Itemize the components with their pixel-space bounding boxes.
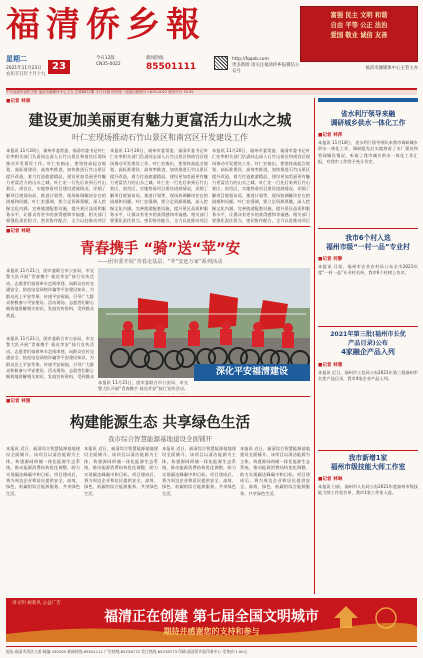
photo-caption-banner: 深化平安福清建设 [194, 364, 310, 381]
eco-reporter-tag: ■记者 林强 [6, 399, 31, 404]
sidebar-rule [314, 98, 315, 594]
slogan-line-1: 富强 民主 文明 和谐 [330, 12, 388, 19]
side-item-1-headline-line-2: 调研城乡供水一体化工作 [330, 119, 406, 127]
side-item-2-headline-line-1: 我市6个村入选 [345, 234, 391, 242]
banner-main-text: 福清正在创建 第七届全国文明城市 [104, 609, 319, 625]
footer-info-bar: 地址:福清市清昌大道 邮编:350300 新闻热线:85501111 广告热线:85256772 发行热线:85238773 印刷:福清侨乡报印务中心 零售价:1.00元 [6, 646, 417, 656]
side-item-2-body: 本报讯 日前，福州市农业农村局公布全市2021年度“一村一品”专业村名单，我市6个村榜上有名。 [318, 264, 418, 276]
side-item-1-body: 本报讯 11月18日，省水利厅领导带队来我市调研城乡供水一体化工作。调研组先后实地察看了水厂建设和管网铺设情况，听取了我市城乡供水一体化工作汇报，对我市工作给予充分肯定。 [318, 140, 418, 165]
side-item-1-headline-line-1: 省水利厅领导来融 [340, 110, 396, 118]
sponsor-line: 福清市融媒体中心主管主办 [365, 66, 418, 71]
side-item-2-headline [318, 234, 418, 252]
eco-body-col-3: 本报讯 近日，福清综合智慧能源基地建设全面铺开。该项目以清洁能源为主体，构建源网荷储一体化能源生态系统，推动能源消费结构优化调整，助力实现碳达峰碳中和目标。项目建成后，将为周边企业和居民提供安全、高效、绿色、低碳的综合能源服务，共享绿色生活。 [162, 446, 236, 496]
section-divider-2 [6, 396, 310, 397]
cycling-event-photo [98, 268, 310, 378]
side-item-4-tag: ■记者 林琳 [318, 477, 343, 482]
cycling-photo-illustration [98, 268, 310, 378]
side-item-4-headline [318, 454, 418, 472]
lead-subhead: 叶仁宏现场推动石竹山景区和南宫区开发建设工作 [72, 133, 248, 142]
website-url: http://fqqxb.com [232, 57, 269, 62]
youth-body-col-3: 本报讯 11月21日，团市委联合市公安局、市交警大队开展“青春携手 骑送苹安”骑行宣传活动。 [98, 380, 188, 392]
slogan-line-3: 爱国 敬业 诚信 友善 [330, 32, 388, 39]
lead-headline-spacer [10, 112, 310, 130]
side-divider-1 [318, 228, 418, 229]
eco-body-col-4: 本报讯 近日，福清综合智慧能源基地建设全面铺开。该项目以清洁能源为主体，构建源网荷储一体化能源生态系统，推动能源消费结构优化调整，助力实现碳达峰碳中和目标。项目建成后，将为周边企业和居民提供安全、高效、绿色、低碳的综合能源服务，共享绿色生活。 [240, 446, 310, 496]
side-item-2-tag: ■记者 何静 [318, 257, 343, 262]
date-line: 2021年11月23日 [6, 66, 42, 71]
side-item-4-headline-line-2: 福州市级技能大师工作室 [330, 463, 406, 471]
side-item-2-headline-line-2: 福州市级“一村一品”专业村 [326, 243, 410, 251]
web-info [232, 57, 300, 83]
eco-headline: 构建能源生态 共享绿色生活 [69, 414, 251, 431]
side-item-3-body: 本报讯 近日，福州市工信局公布2021年第三批福州市名优产品目录，我市4家企业产品入列。 [318, 370, 418, 382]
youth-body-col-1: 本报讯 11月21日，团市委联合市公安局、市交警大队开展“青春携手 骑送苹安”骑行宣传活动。志愿者们骑着单车走街串巷，向群众宣传交通安全、防范电信网络诈骗等平安建设知识，为群众送上平安苹果，传递平安祝福，引导广大群众积极参与平安建设。活动现场，志愿者们耐心细致地讲解相关知识，发放宣传资料，受到群众欢迎。 [6, 268, 94, 318]
issue-info [96, 56, 144, 84]
civilization-city-banner [6, 598, 417, 642]
hotline-number: 85501111 [146, 61, 197, 72]
lead-body-col-3: 本报讯 11月20日，福州市委常委、福清市委书记叶仁宏率相关部门负责同志深入石竹山景区和南宫区现场推动开发建设工作。叶仁宏指出，要坚持高起点规划、高标准建设、高效率推进，加快推进石竹山景区提升改造，着力打造旅游精品，建设更加美丽更有魅力更富活力的山水之城。叶仁宏一行先后来到石竹山景区、南宫区，实地察看项目建设进展情况，详细了解项目规划布局、推进计划等，现场协调解决存在的困难和问题。叶仁宏强调，要立足资源禀赋，深入挖掘文化内涵，完善旅游配套设施，提升景区品质和服务水平，让群众有更多的获得感和幸福感。相关部门要强化责任担当，密切协作配合，全力以赴推动项目 [212, 148, 310, 224]
eco-subhead: 我市综合智慧能源基地建设全面铺开 [108, 435, 212, 443]
hotline-label: 新闻热线 [146, 56, 164, 61]
side-item-1-tag: ■记者 林萍 [318, 133, 343, 138]
banner-sub-text: 期待并感谢您的支持和参与 [163, 627, 260, 636]
masthead-ribbon: 中共福清市委机关报 福清市融媒体中心主办 总第8872期 今日12版 国内统一连续出版物号 CN35-0022 邮发代号 33-92 [6, 90, 417, 95]
side-item-3-headline-line-3: 4家融企产品入列 [341, 348, 395, 356]
sponsor-info [304, 66, 418, 84]
section-divider [6, 226, 310, 227]
newspaper-masthead: 福清侨乡報 [6, 5, 206, 45]
youth-headline: 青春携手 “骑”送“苹”安 [80, 240, 241, 257]
issue-number: 今日12版 [96, 56, 115, 61]
side-item-4-body: 本报讯 日前，福州市人社局公布2021年度福州市级技能大师工作室名单，我市1家工作室入选。 [318, 484, 418, 496]
publication-code: CN35-0022 [96, 61, 121, 67]
youth-subhead: ——团市委开展“青春走基层，“苹”安连万家”系列活动 [97, 259, 223, 265]
banner-top-line: 讲文明 树新风 公益广告 [12, 601, 61, 606]
youth-body-col-2: 本报讯 11月21日，团市委联合市公安局、市交警大队开展“青春携手 骑送苹安”骑行宣传活动。志愿者们骑着单车走街串巷，向群众宣传交通安全、防范电信网络诈骗等平安建设知识，为群众送上平安苹果，传递平安祝福，引导广大群众积极参与平安建设。活动现场，志愿者们耐心细致地讲解相关知识，发放宣传资料，受到群众 [6, 336, 94, 380]
lunar-date: 农历辛丑年十月十九 [6, 71, 46, 77]
side-item-4-headline-line-1: 我市新增1家 [348, 454, 388, 462]
youth-reporter-tag: ■记者 林晓 [6, 229, 31, 234]
lead-body-col-1: 本报讯 11月20日，福州市委常委、福清市委书记叶仁宏率相关部门负责同志深入石竹山景区和南宫区现场推动开发建设工作。叶仁宏指出，要坚持高起点规划、高标准建设、高效率推进，加快推进石竹山景区提升改造，着力打造旅游精品，建设更加美丽更有魅力更富活力的山水之城。叶仁宏一行先后来到石竹山景区、南宫区，实地察看项目建设进展情况，详细了解项目规划布局、推进计划等，现场协调解决存在的困难和问题。叶仁宏强调，要立足资源禀赋，深入挖掘文化内涵，完善旅游配套设施，提升景区品质和服务水平，让群众有更多的获得感和幸福感。相关部门要强化责任担当，密切协作配合，全力以赴推动项目 [6, 148, 106, 224]
side-item-3-headline-line-2: 产品目录)公布 [348, 340, 388, 347]
eco-body-col-2: 本报讯 近日，福清综合智慧能源基地建设全面铺开。该项目以清洁能源为主体，构建源网荷储一体化能源生态系统，推动能源消费结构优化调整，助力实现碳达峰碳中和目标。项目建成后，将为周边企业和居民提供安全、高效、绿色、低碳的综合能源服务，共享绿色生活。 [84, 446, 158, 496]
core-values-slogan-box [300, 6, 418, 62]
hotline-box [146, 56, 210, 84]
side-divider-3 [318, 450, 418, 451]
slogan-line-2: 自由 平等 公正 法治 [330, 22, 388, 29]
qr-code-icon [214, 56, 228, 70]
lead-reporter-tag: ■记者 林骏 [6, 99, 31, 104]
eco-body-col-1: 本报讯 近日，福清综合智慧能源基地建设全面铺开。该项目以清洁能源为主体，构建源网荷储一体化能源生态系统，推动能源消费结构优化调整，助力实现碳达峰碳中和目标。项目建成后，将为周边企业和居民提供安全、高效、绿色、低碳的综合能源服务，共享绿色生活。 [6, 446, 80, 496]
lead-body-col-2: 本报讯 11月20日，福州市委常委、福清市委书记叶仁宏率相关部门负责同志深入石竹山景区和南宫区现场推动开发建设工作。叶仁宏指出，要坚持高起点规划、高标准建设、高效率推进，加快推进石竹山景区提升改造，着力打造旅游精品，建设更加美丽更有魅力更富活力的山水之城。叶仁宏一行先后来到石竹山景区、南宫区，实地察看项目建设进展情况，详细了解项目规划布局、推进计划等，现场协调解决存在的困难和问题。叶仁宏强调，要立足资源禀赋，深入挖掘文化内涵，完善旅游配套设施，提升景区品质和服务水平，让群众有更多的获得感和幸福感。相关部门要强化责任担当，密切协作配合，全力以赴推动项目 [110, 148, 208, 224]
date-day-badge: 23 [48, 60, 70, 74]
qr-note: 更多新闻 请关注福清侨乡报微信公众号 [232, 62, 300, 74]
sidebar-top-bar [318, 98, 418, 102]
side-item-1-headline [318, 110, 418, 128]
side-divider-2 [318, 326, 418, 327]
edition-label: 星期二 [6, 55, 27, 63]
side-item-3-headline-line-1: 2021年第三批(福州市长优 [330, 331, 406, 338]
side-item-3-headline [318, 330, 418, 357]
side-item-3-tag: ■记者 林雅 [318, 363, 343, 368]
lead-headline: 建设更加美丽更有魅力更富活力山水之城 [28, 112, 292, 129]
